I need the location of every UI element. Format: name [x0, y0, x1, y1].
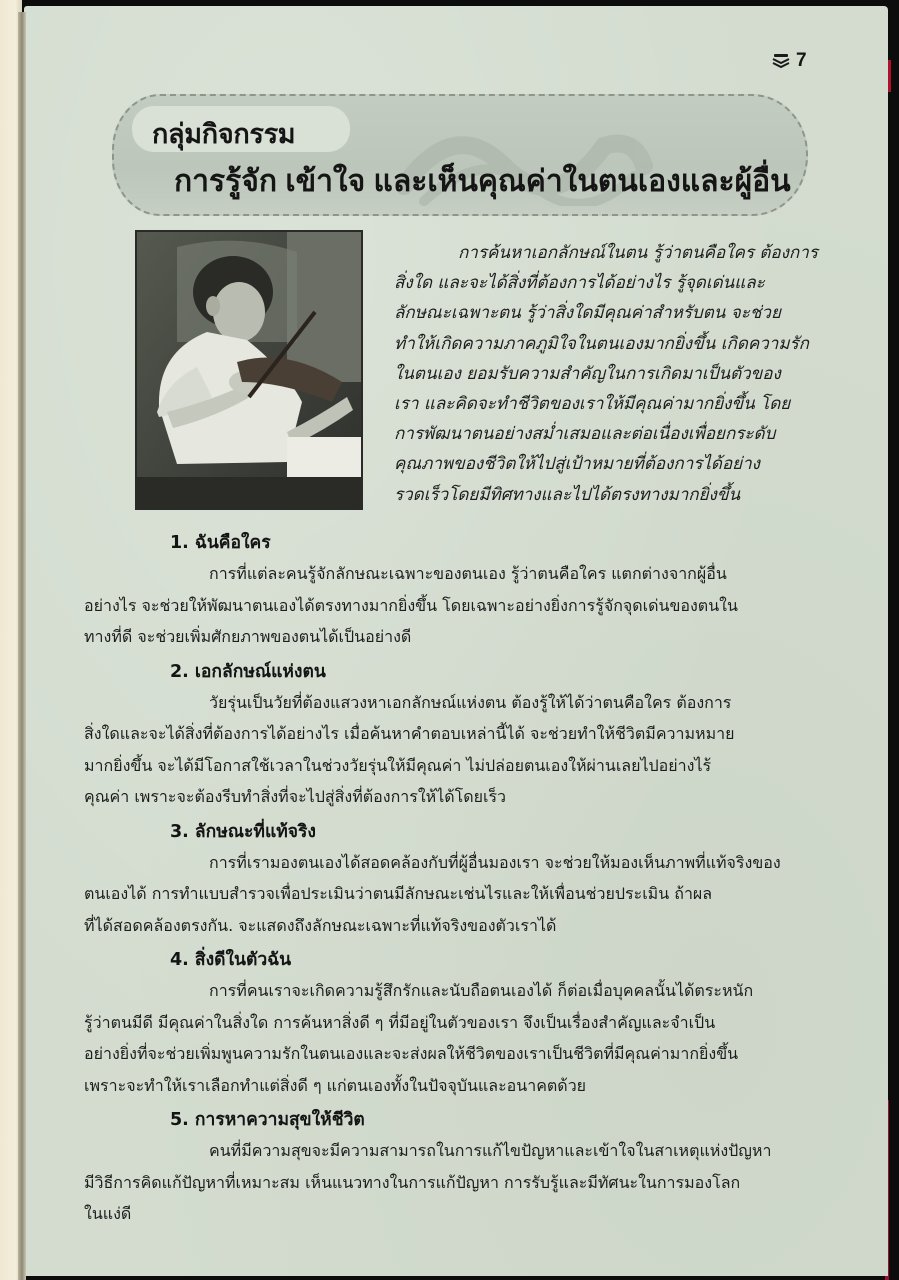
section-heading: 1. ฉันคือใคร: [170, 533, 271, 553]
intro-line: คุณภาพของชีวิตให้ไปสู่เป้าหมายที่ต้องการได้อย่าง: [394, 454, 760, 475]
intro-line: รวดเร็วโดยมีทิศทางและไปได้ตรงทางมากยิ่งขึ้น: [394, 484, 741, 505]
activity-group-label: กลุ่มกิจกรรม: [152, 119, 296, 149]
intro-line: ลักษณะเฉพาะตน รู้ว่าสิ่งใดมีคุณค่าสำหรับตน จะช่วย: [394, 303, 781, 324]
body-line: ที่ได้สอดคล้องตรงกัน. จะแสดงถึงลักษณะเฉพาะที่แท้จริงของตัวเราได้: [84, 915, 557, 935]
section-heading: 4. สิ่งดีในตัวฉัน: [170, 950, 292, 970]
page-number: [772, 50, 807, 72]
body-line: ในแง่ดี: [84, 1204, 132, 1223]
intro-line: ทำให้เกิดความภาคภูมิใจในตนเองมากยิ่งขึ้น เกิดความรัก: [394, 333, 809, 354]
section-heading: 3. ลักษณะที่แท้จริง: [170, 821, 316, 842]
page-gutter: [18, 12, 26, 1280]
content-sections: [84, 528, 844, 1234]
section-heading: 5. การหาความสุขให้ชีวิต: [170, 1110, 365, 1130]
book-stack-icon: [772, 53, 790, 69]
section-heading: 2. เอกลักษณ์แห่งตน: [170, 661, 326, 682]
body-line: สิ่งใดและจะได้สิ่งที่ต้องการได้อย่างไร เมื่อค้นหาคำตอบเหล่านี้ได้ จะช่วยทำให้ชีวิตมีความหมาย: [84, 724, 735, 743]
body-line: การที่แต่ละคนรู้จักลักษณะเฉพาะของตนเอง รู้ว่าตนคือใคร แตกต่างจากผู้อื่น: [209, 564, 727, 583]
body-line: การที่เรามองตนเองได้สอดคล้องกับที่ผู้อื่นมองเรา จะช่วยให้มองเห็นภาพที่แท้จริงของ: [209, 852, 781, 872]
intro-line: ในตนเอง ยอมรับความสำคัญในการเกิดมาเป็นตัวของ: [394, 363, 781, 384]
intro-line: การพัฒนาตนอย่างสม่ำเสมอและต่อเนื่องเพื่อยกระดับ: [394, 424, 776, 445]
body-line: อย่างยิ่งที่จะช่วยเพิ่มพูนความรักในตนเองและจะส่งผลให้ชีวิตของเราเป็นชีวิตที่มีคุณค่ามากยิ่งขึ้น: [84, 1044, 739, 1063]
intro-line: การค้นหาเอกลักษณ์ในตน รู้ว่าตนคือใคร ต้องการ: [458, 243, 818, 263]
intro-line: สิ่งใด และจะได้สิ่งที่ต้องการได้อย่างไร รู้จุดเด่นและ: [394, 273, 765, 294]
section-good-in-me: [84, 945, 844, 1101]
activity-title: การรู้จัก เข้าใจ และเห็นคุณค่าในตนเองและผู้อื่น: [174, 165, 791, 198]
body-line: เพราะจะทำให้เราเลือกทำแต่สิ่งดี ๆ แก่ตนเองทั้งในปัจจุบันและอนาคตด้วย: [84, 1075, 587, 1095]
section-identity: [84, 657, 844, 813]
body-line: ตนเองได้ การทำแบบสำรวจเพื่อประเมินว่าตนมีลักษณะเช่นไรและให้เพื่อนช่วยประเมิน ถ้าผล: [84, 884, 713, 903]
section-true-character: [84, 817, 844, 942]
section-body: [84, 1135, 844, 1230]
section-body: [84, 847, 844, 942]
activity-group-tag: [132, 106, 350, 152]
intro-line: เรา และคิดจะทำชีวิตของเราให้มีคุณค่ามากยิ่งขึ้น โดย: [394, 394, 791, 415]
section-finding-happiness: [84, 1105, 844, 1230]
book-page: [24, 6, 888, 1276]
photo-illustration: [137, 232, 363, 510]
section-body: [84, 687, 844, 813]
section-body: [84, 558, 844, 653]
page-number-value: 7: [796, 50, 807, 71]
body-line: คนที่มีความสุขจะมีความสามารถในการแก้ไขปัญหาและเข้าใจในสาเหตุแห่งปัญหา: [209, 1141, 772, 1160]
body-line: การที่คนเราจะเกิดความรู้สึกรักและนับถือตนเองได้ ก็ต่อเมื่อบุคคลนั้นได้ตระหนัก: [209, 981, 754, 1000]
body-line: มีวิธีการคิดแก้ปัญหาที่เหมาะสม เห็นแนวทางในการแก้ปัญหา การรับรู้และมีทัศนะในการมองโลก: [84, 1172, 741, 1192]
body-line: มากยิ่งขึ้น จะได้มีโอกาสใช้เวลาในช่วงวัยรุ่นให้มีคุณค่า ไม่ปล่อยตนเองให้ผ่านเลยไปอย่างไร้: [84, 755, 712, 775]
body-line: รู้ว่าตนมีดี มีคุณค่าในสิ่งใด การค้นหาสิ่งดี ๆ ที่มีอยู่ในตัวของเรา จึงเป็นเรื่องสำคัญและจำเป็น: [84, 1012, 716, 1032]
section-who-am-i: [84, 528, 844, 653]
intro-paragraph: [394, 238, 818, 510]
boy-playing-violin-photo: [135, 230, 363, 510]
section-body: [84, 975, 844, 1101]
body-line: คุณค่า เพราะจะต้องรีบทำสิ่งที่จะไปสู่สิ่งที่ต้องการให้ได้โดยเร็ว: [84, 787, 507, 806]
body-line: วัยรุ่นเป็นวัยที่ต้องแสวงหาเอกลักษณ์แห่งตน ต้องรู้ให้ได้ว่าตนคือใคร ต้องการ: [209, 692, 732, 712]
activity-title-banner: [112, 94, 808, 216]
body-line: อย่างไร จะช่วยให้พัฒนาตนเองได้ตรงทางมากยิ่งขึ้น โดยเฉพาะอย่างยิ่งการรู้จักจุดเด่นของตนใน: [84, 595, 738, 615]
body-line: ทางที่ดี จะช่วยเพิ่มศักยภาพของตนได้เป็นอย่างดี: [84, 627, 412, 646]
